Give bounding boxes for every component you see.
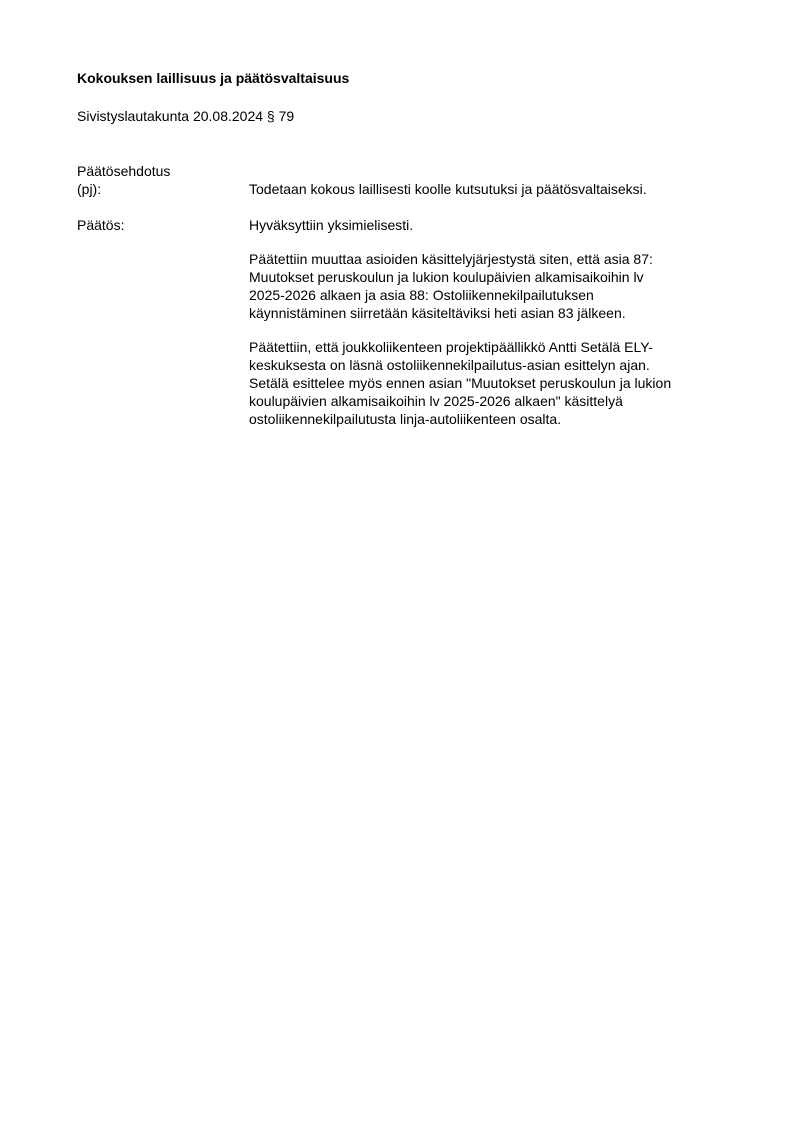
meeting-reference: Sivistyslautakunta 20.08.2024 § 79: [77, 108, 295, 124]
proposal-text-line: Todetaan kokous laillisesti koolle kutsutuksi ja päätösvaltaiseksi.: [249, 181, 647, 197]
document-title: Kokouksen laillisuus ja päätösvaltaisuus: [77, 70, 350, 86]
decision-p2-line-4: käynnistäminen siirretään käsiteltäviksi heti asian 83 jälkeen.: [249, 305, 626, 321]
decision-p3-line-1: Päätettiin, että joukkoliikenteen projektipäällikkö Antti Setälä ELY-: [249, 339, 653, 355]
decision-p3-line-3: Setälä esittelee myös ennen asian "Muutokset peruskoulun ja lukion: [249, 375, 672, 391]
decision-label: Päätös:: [77, 217, 125, 233]
proposal-text: [249, 180, 739, 198]
decision-p2-line-2: Muutokset peruskoulun ja lukion koulupäivien alkamisaikoihin lv: [249, 269, 644, 285]
decision-p1-line-1: Hyväksyttiin yksimielisesti.: [249, 217, 414, 233]
proposal-label-line-2: (pj):: [77, 181, 102, 197]
decision-paragraph-3: [249, 338, 739, 428]
decision-p3-line-4: koulupäivien alkamisaikoihin lv 2025-2026 alkaen" käsittelyä: [249, 393, 623, 409]
decision-p3-line-5: ostoliikennekilpailutusta linja-autoliikenteen osalta.: [249, 411, 562, 427]
decision-paragraph-2: [249, 250, 739, 322]
decision-p2-line-3: 2025-2026 alkaen ja asia 88: Ostoliikennekilpailutuksen: [249, 287, 594, 303]
proposal-label: [77, 162, 247, 198]
decision-text: [249, 216, 739, 428]
decision-p3-line-2: keskuksesta on läsnä ostoliikennekilpailutus-asian esittelyn ajan.: [249, 357, 650, 373]
decision-paragraph-1: [249, 216, 739, 234]
decision-p2-line-1: Päätettiin muuttaa asioiden käsittelyjärjestystä siten, että asia 87:: [249, 251, 653, 267]
proposal-label-line-1: Päätösehdotus: [77, 163, 171, 179]
